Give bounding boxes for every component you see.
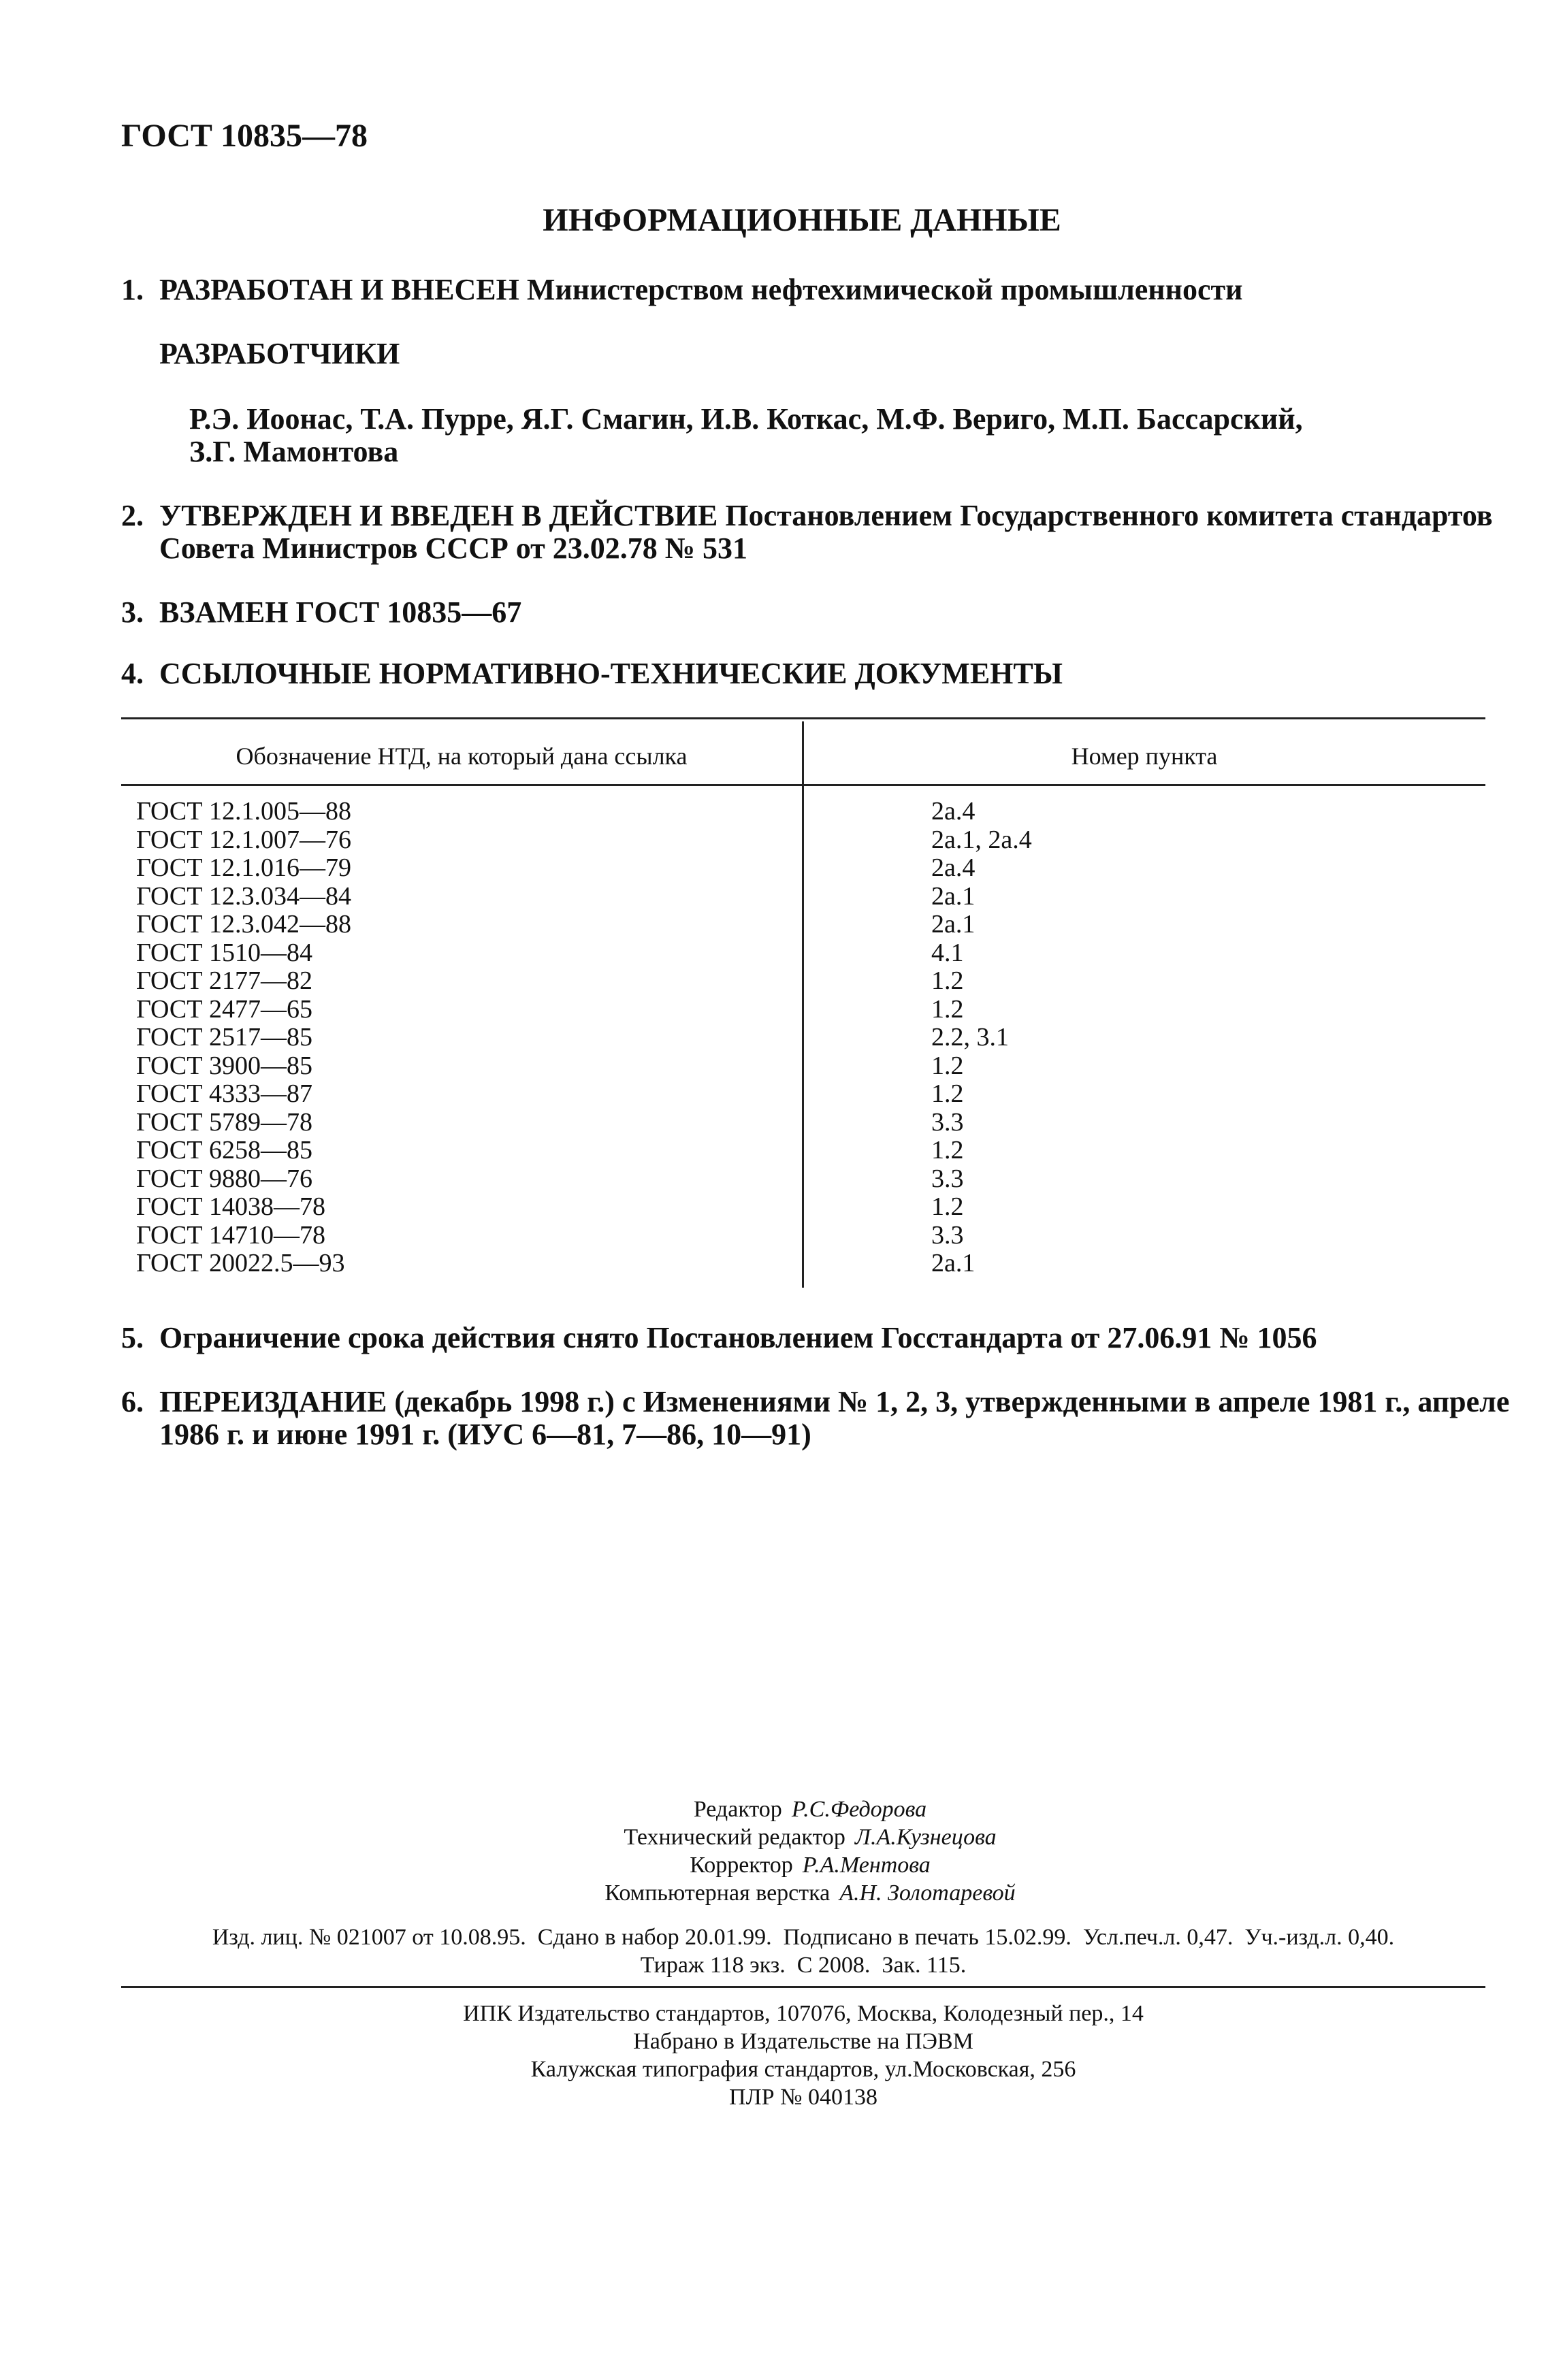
table-cell-clause: 3.3 [931, 1107, 964, 1137]
table-header-doc: Обозначение НТД, на который дана ссылка [236, 743, 688, 770]
table-cell-clause: 2а.4 [931, 797, 976, 826]
printer-line: ПЛР № 040138 [729, 2085, 877, 2110]
item-number: 2. [121, 499, 144, 532]
item-text: ССЫЛОЧНЫЕ НОРМАТИВНО-ТЕХНИЧЕСКИЕ ДОКУМЕНТЫ [159, 657, 1063, 690]
item-text-continued: Совета Министров СССР от 23.02.78 № 531 [159, 532, 747, 565]
developers-line: З.Г. Мамонтова [189, 435, 399, 468]
table-cell-doc: ГОСТ 2517—85 [136, 1023, 312, 1052]
printer-line: ИПК Издательство стандартов, 107076, Москва, Колодезный пер., 14 [463, 2001, 1144, 2026]
table-cell-doc: ГОСТ 14038—78 [136, 1192, 325, 1221]
table-cell-clause: 2.2, 3.1 [931, 1023, 1009, 1052]
publication-info [121, 1923, 1485, 1979]
item-number: 5. [121, 1321, 144, 1354]
item-number: 4. [121, 657, 144, 690]
table-cell-clause: 1.2 [931, 1051, 964, 1080]
credit-line [572, 1851, 1048, 1879]
item-text: ВЗАМЕН ГОСТ 10835—67 [159, 596, 522, 629]
editorial-credits [572, 1795, 1048, 1907]
table-cell-doc: ГОСТ 9880—76 [136, 1164, 312, 1193]
table-cell-clause: 2а.1 [931, 1249, 976, 1277]
credit-name: Р.А.Ментова [802, 1853, 931, 1878]
publication-line: Тираж 118 экз. С 2008. Зак. 115. [640, 1953, 967, 1978]
item-number: 1. [121, 273, 144, 306]
publication-line: Изд. лиц. № 021007 от 10.08.95. Сдано в набор 20.01.99. Подписано в печать 15.02.99. Усл.печ.л. 0,47. Уч.-изд.л. 0,40. [212, 1925, 1395, 1950]
table-cell-doc: ГОСТ 3900—85 [136, 1051, 312, 1080]
item-text-continued: 1986 г. и июне 1991 г. (ИУС 6—81, 7—86, 10—91) [159, 1418, 811, 1451]
item-number: 3. [121, 596, 144, 629]
item-number: 6. [121, 1385, 144, 1418]
developers-line: Р.Э. Иоонас, Т.А. Пурре, Я.Г. Смагин, И.В. Коткас, М.Ф. Вериго, М.П. Бассарский, [189, 402, 1303, 436]
section-title: ИНФОРМАЦИОННЫЕ ДАННЫЕ [543, 202, 1061, 238]
item-caption: ПЕРЕИЗДАНИЕ [159, 1385, 387, 1418]
table-cell-doc: ГОСТ 12.1.007—76 [136, 825, 351, 854]
table-cell-clause: 1.2 [931, 1192, 964, 1221]
credit-line [572, 1879, 1048, 1907]
developers-heading: РАЗРАБОТЧИКИ [159, 337, 400, 370]
table-cell-doc: ГОСТ 20022.5—93 [136, 1249, 345, 1277]
credit-name: А.Н. Золотаревой [839, 1880, 1016, 1906]
table-cell-doc: ГОСТ 12.3.034—84 [136, 881, 351, 911]
table-cell-clause: 2а.4 [931, 853, 976, 882]
item-validity [121, 1319, 1317, 1357]
item-caption: УТВЕРЖДЕН И ВВЕДЕН В ДЕЙСТВИЕ [159, 499, 718, 532]
table-cell-doc: ГОСТ 12.1.005—88 [136, 797, 351, 826]
printer-line: Калужская типография стандартов, ул.Московская, 256 [530, 2057, 1076, 2082]
credit-name: Р.С.Федорова [791, 1797, 927, 1822]
table-cell-doc: ГОСТ 12.1.016—79 [136, 853, 351, 882]
table-cell-doc: ГОСТ 2477—65 [136, 994, 312, 1024]
table-cell-clause: 1.2 [931, 966, 964, 995]
table-cell-doc: ГОСТ 1510—84 [136, 938, 312, 967]
item-references [121, 655, 1063, 693]
table-cell-clause: 1.2 [931, 1136, 964, 1164]
credit-role: Технический редактор [624, 1825, 845, 1850]
printer-line: Набрано в Издательстве на ПЭВМ [633, 2029, 973, 2054]
item-developed [121, 271, 1243, 309]
table-top-rule [121, 717, 1485, 719]
credit-role: Корректор [690, 1853, 793, 1878]
table-header-clause: Номер пункта [1071, 743, 1218, 770]
item-text: Ограничение срока действия снято Постановлением Госстандарта от 27.06.91 № 1056 [159, 1321, 1317, 1354]
table-clause-column [931, 798, 1032, 1278]
table-cell-clause: 2а.1 [931, 910, 976, 939]
table-cell-doc: ГОСТ 12.3.042—88 [136, 910, 351, 939]
table-cell-clause: 1.2 [931, 994, 964, 1024]
table-cell-doc: ГОСТ 4333—87 [136, 1079, 312, 1108]
table-cell-doc: ГОСТ 5789—78 [136, 1107, 312, 1137]
table-cell-clause: 2а.1, 2а.4 [931, 825, 1032, 854]
table-column-divider [802, 721, 804, 1288]
credit-role: Компьютерная верстка [605, 1880, 831, 1906]
credit-line [572, 1795, 1048, 1823]
credit-name: Л.А.Кузнецова [854, 1825, 997, 1850]
table-cell-clause: 1.2 [931, 1079, 964, 1108]
item-text: (декабрь 1998 г.) с Изменениями № 1, 2, 3, утвержденными в апреле 1981 г., апреле [394, 1385, 1510, 1418]
table-doc-column [136, 798, 351, 1278]
credit-role: Редактор [693, 1797, 782, 1822]
table-cell-doc: ГОСТ 14710—78 [136, 1220, 325, 1250]
item-text: Министерством нефтехимической промышленности [526, 273, 1243, 306]
table-cell-clause: 3.3 [931, 1164, 964, 1193]
table-cell-clause: 4.1 [931, 938, 964, 967]
imprint-divider [121, 1986, 1485, 1988]
item-caption: РАЗРАБОТАН И ВНЕСЕН [159, 273, 519, 306]
table-cell-doc: ГОСТ 2177—82 [136, 966, 312, 995]
document-code: ГОСТ 10835—78 [121, 118, 368, 154]
table-cell-clause: 2а.1 [931, 881, 976, 911]
item-text: Постановлением Государственного комитета стандартов [725, 499, 1493, 532]
printer-info [121, 2000, 1485, 2111]
table-cell-doc: ГОСТ 6258—85 [136, 1136, 312, 1164]
table-cell-clause: 3.3 [931, 1220, 964, 1250]
item-replaces [121, 593, 521, 632]
credit-line [572, 1823, 1048, 1851]
